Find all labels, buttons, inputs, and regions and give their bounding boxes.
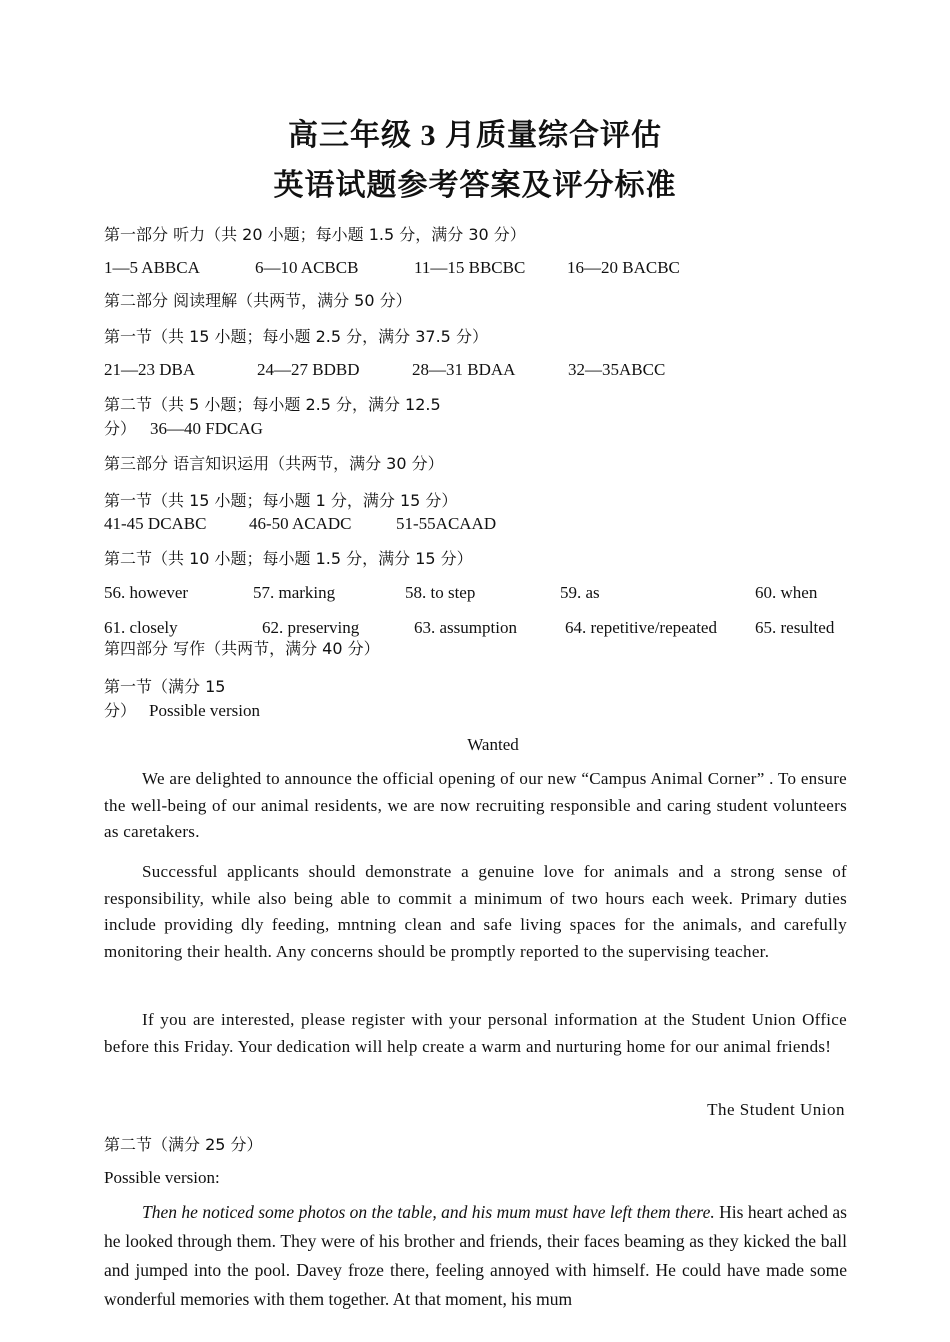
answer-group: 6—10 ACBCB [255, 258, 359, 277]
part4-heading: 第四部分 写作（共两节，满分 40 分） [104, 639, 380, 658]
story-continuation [104, 1198, 847, 1314]
answer-group: 24—27 BDBD [257, 360, 360, 379]
part3-section2-heading: 第二节（共 10 小题；每小题 1.5 分，满分 15 分） [104, 549, 473, 568]
part4-section1-heading-cont: 分） [104, 701, 137, 720]
letter-paragraph-3: If you are interested, please register with your personal information at the Student Union Office before this Friday. Your dedication will help create a warm and nurturing home for our animal friends! [104, 1010, 847, 1056]
part2-section2-heading-cont: 分） [104, 419, 137, 438]
story-opening-sentence: Then he noticed some photos on the table, and his mum must have left them there. [142, 1202, 715, 1222]
blank-answer: 57. marking [253, 583, 336, 602]
story-body: His heart ached as he looked through them. They were of his brother and friends, their faces beaming as they kicked the ball and jumped into the pool. Davey froze there, feeling annoyed with himself. He could have made some wonderful memories with them together. At that moment, his mum [104, 1202, 847, 1309]
blank-answer: 65. resulted [755, 618, 835, 637]
part4-section2-heading: 第二节（满分 25 分） [104, 1135, 263, 1154]
title-line-1: 高三年级 3 月质量综合评估 [288, 119, 662, 152]
part1-heading: 第一部分 听力（共 20 小题；每小题 1.5 分，满分 30 分） [104, 225, 526, 244]
blank-answer: 58. to step [405, 583, 476, 602]
answer-group: 51-55ACAAD [396, 514, 497, 533]
letter-title: Wanted [467, 735, 519, 754]
possible-version-label: Possible version [149, 701, 260, 720]
letter-paragraph-2: Successful applicants should demonstrate a genuine love for animals and a strong sense of responsibility, while also being able to commit a minimum of two hours each week. Primary duties include providing dly feeding, mntning clean and safe living spaces for the animals, and carefully monitoring their health. Any concerns should be promptly reported to the supervising teacher. [104, 862, 847, 961]
letter-signature: The Student Union [707, 1100, 845, 1119]
possible-version-label-2: Possible version: [104, 1168, 220, 1187]
blank-answer: 63. assumption [414, 618, 517, 637]
part3-heading: 第三部分 语言知识运用（共两节，满分 30 分） [104, 454, 444, 473]
title-line-2: 英语试题参考答案及评分标准 [273, 169, 677, 202]
letter-paragraph-1: We are delighted to announce the official opening of our new “Campus Animal Corner” . To ensure the well-being of our animal residents, we are now recruiting responsible and caring student volunteers as caretakers. [104, 769, 847, 841]
answer-group: 36—40 FDCAG [150, 419, 263, 438]
part2-section2-heading: 第二节（共 5 小题；每小题 2.5 分，满分 12.5 [104, 395, 441, 414]
blank-answer: 56. however [104, 583, 189, 602]
answer-group: 21—23 DBA [104, 360, 196, 379]
answer-group: 16—20 BACBC [567, 258, 680, 277]
part2-heading: 第二部分 阅读理解（共两节，满分 50 分） [104, 291, 412, 310]
blank-answer: 64. repetitive/repeated [565, 618, 717, 637]
part2-section1-heading: 第一节（共 15 小题；每小题 2.5 分，满分 37.5 分） [104, 327, 488, 346]
part3-section1-heading: 第一节（共 15 小题；每小题 1 分，满分 15 分） [104, 491, 458, 510]
answer-group: 11—15 BBCBC [414, 258, 526, 277]
answer-group: 1—5 ABBCA [104, 258, 200, 277]
blank-answer: 60. when [755, 583, 818, 602]
answer-group: 46-50 ACADC [249, 514, 352, 533]
blank-answer: 62. preserving [262, 618, 360, 637]
blank-answer: 61. closely [104, 618, 178, 637]
blank-answer: 59. as [560, 583, 600, 602]
answer-group: 41-45 DCABC [104, 514, 207, 533]
answer-group: 28—31 BDAA [412, 360, 516, 379]
part4-section1-heading: 第一节（满分 15 [104, 677, 226, 696]
answer-group: 32—35ABCC [568, 360, 666, 379]
